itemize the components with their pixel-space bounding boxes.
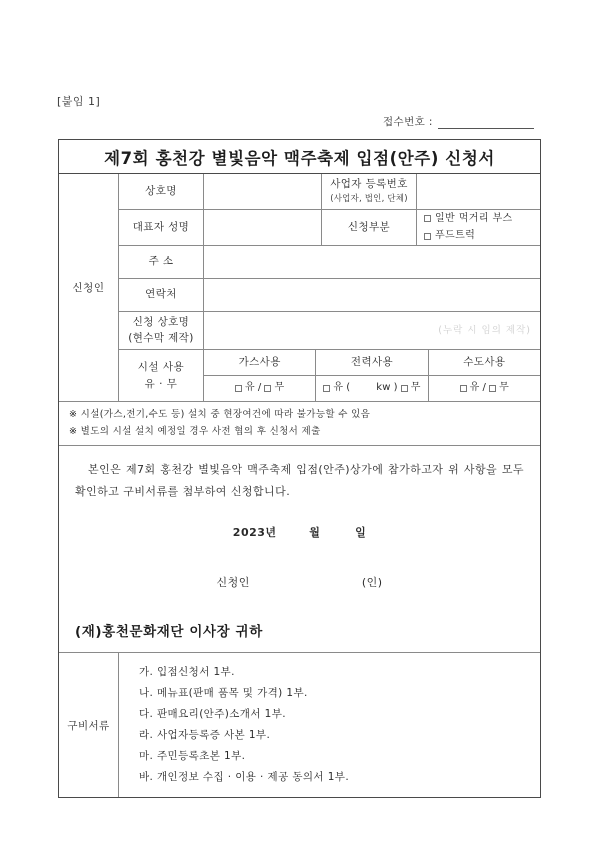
checkbox-icon[interactable] (424, 233, 431, 240)
signboard-name-label (119, 312, 204, 350)
facility-option-electric[interactable]: 유 ( kw ) 무 (316, 376, 428, 402)
registration-number-label-text: 사업자 등록번호 (330, 178, 408, 191)
facility-electric-unit: kw (376, 382, 391, 394)
representative-input[interactable] (204, 210, 322, 246)
checkbox-icon[interactable] (401, 385, 408, 392)
declaration-paragraph: 본인은 제7회 홍천강 별빛음악 맥주축제 입점(안주)상가에 참가하고자 위 사항을 모두 확인하고 구비서류를 첨부하여 신청합니다. (75, 463, 524, 498)
facility-note-1: ※ 시설(가스,전기,수도 등) 설치 중 현장여건에 따라 불가능할 수 있음 (69, 409, 371, 420)
checkbox-icon[interactable] (323, 385, 330, 392)
business-name-input[interactable] (204, 174, 322, 210)
facility-gas-no: 무 (274, 382, 285, 394)
clipped-bottom-text (70, 845, 530, 849)
facility-option-water[interactable] (429, 376, 540, 402)
receipt-number-label: 접수번호 : (383, 116, 433, 128)
facility-notes (59, 402, 540, 446)
signboard-name-input[interactable] (204, 312, 540, 350)
receipt-number-input[interactable] (438, 117, 534, 129)
checkbox-icon[interactable] (489, 385, 496, 392)
list-item: 마. 주민등록초본 1부. (139, 750, 246, 763)
facility-gas-yes: 유 (245, 382, 255, 394)
checkbox-icon[interactable] (264, 385, 271, 392)
application-type-label: 신청부분 (322, 210, 417, 246)
required-documents-section (59, 653, 540, 797)
signature-line (75, 574, 524, 590)
table-row (119, 279, 540, 312)
contact-label: 연락처 (119, 279, 204, 312)
facility-water-yes: 유 (469, 382, 480, 394)
facility-usage-columns (204, 350, 540, 402)
required-documents-label: 구비서류 (59, 653, 119, 797)
application-type-options (417, 210, 540, 246)
facility-header-water: 수도사용 (429, 350, 540, 376)
table-row (119, 246, 540, 279)
application-type-option-label: 일반 먹거리 부스 (435, 212, 513, 224)
facility-usage-label (119, 350, 204, 402)
list-item: 다. 판매요리(안주)소개서 1부. (139, 708, 286, 721)
signature-label: 신청인 (216, 576, 250, 590)
declaration-date-line (75, 524, 524, 540)
attachment-tag: [붙임 1] (57, 95, 101, 108)
declaration-day[interactable]: 일 (355, 526, 367, 540)
seal-mark: (인) (361, 576, 383, 590)
list-item: 라. 사업자등록증 사본 1부. (139, 729, 271, 742)
facility-water-no: 무 (499, 382, 509, 394)
registration-number-sublabel: (사업자, 법인, 단체) (330, 194, 408, 205)
registration-number-label (322, 174, 417, 210)
application-type-option-label: 푸드트럭 (435, 230, 476, 241)
signboard-name-hint: (누락 시 임의 제작) (438, 324, 531, 336)
facility-option-gas[interactable] (204, 376, 316, 402)
table-row (119, 174, 540, 210)
signboard-name-label-line1: 신청 상호명 (132, 316, 190, 329)
facility-note-2: ※ 별도의 시설 설치 예정일 경우 사전 협의 후 신청서 제출 (69, 425, 321, 437)
business-name-label: 상호명 (119, 174, 204, 210)
application-type-option-booth[interactable] (424, 212, 513, 227)
checkbox-icon[interactable] (424, 215, 431, 222)
application-form-table (58, 139, 541, 798)
representative-label: 대표자 성명 (119, 210, 204, 246)
declaration-year: 2023년 (232, 526, 277, 540)
list-item: 바. 개인정보 수집 · 이용 · 제공 동의서 1부. (139, 771, 350, 784)
notes-row (59, 402, 540, 446)
checkbox-icon[interactable] (235, 385, 242, 392)
declaration-month[interactable]: 월 (309, 526, 321, 540)
facility-usage-label-line1: 시설 사용 (137, 360, 185, 373)
facility-header-gas: 가스사용 (204, 350, 316, 376)
facility-water-separator: / (482, 382, 487, 394)
facility-usage-section (119, 350, 540, 402)
declaration-section (59, 446, 540, 653)
table-row (119, 210, 540, 246)
facility-electric-no: 무 (410, 382, 421, 394)
contact-input[interactable] (204, 279, 540, 312)
facility-options-row (204, 376, 540, 402)
form-title-bar (59, 140, 540, 174)
facility-usage-label-line2: 유 · 무 (144, 377, 178, 390)
list-item: 가. 입점신청서 1부. (139, 666, 235, 679)
checkbox-icon[interactable] (460, 385, 467, 392)
applicant-section-label: 신청인 (59, 174, 119, 402)
receipt-number-row (383, 114, 534, 129)
facility-electric-yes: 유 (333, 382, 344, 394)
signboard-name-label-line2: (현수막 제작) (128, 331, 194, 344)
application-type-option-foodtruck[interactable] (424, 229, 475, 244)
applicant-field-rows (119, 174, 540, 402)
required-documents-list (119, 653, 540, 797)
facility-gas-separator: / (257, 382, 262, 394)
table-row (119, 312, 540, 350)
page-title: 제7회 홍천강 별빛음악 맥주축제 입점(안주) 신청서 (104, 148, 495, 168)
list-item: 나. 메뉴표(판매 품목 및 가격) 1부. (139, 687, 308, 700)
applicant-section (59, 174, 540, 402)
address-label: 주 소 (119, 246, 204, 279)
registration-number-input[interactable] (417, 174, 540, 210)
recipient-line: (재)홍천문화재단 이사장 귀하 (75, 624, 263, 641)
address-input[interactable] (204, 246, 540, 279)
facility-header-row (204, 350, 540, 376)
facility-header-electric: 전력사용 (316, 350, 428, 376)
